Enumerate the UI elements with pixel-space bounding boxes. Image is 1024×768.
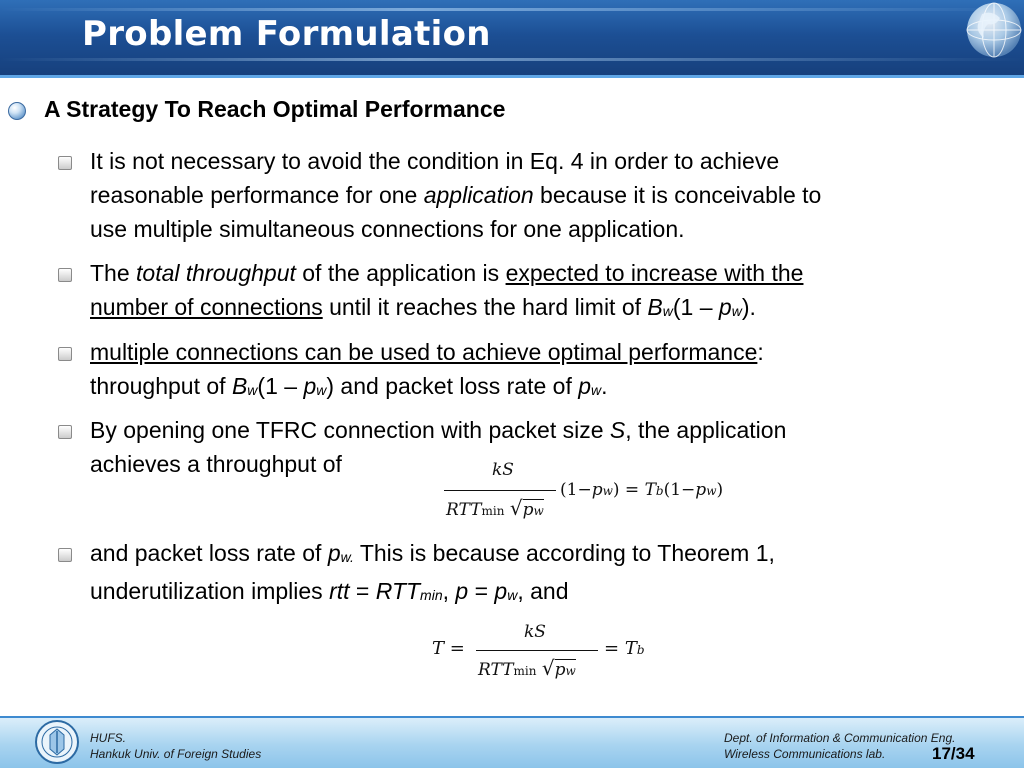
fraction-bar	[476, 650, 598, 651]
t-equals-tb-equation: T = kS RTTmin √pw = Tb	[432, 622, 645, 680]
footer-org-short: HUFS.	[90, 731, 126, 745]
bullet-text-line: The total throughput of the application is expected to increase with the	[90, 260, 804, 286]
footer-dept: Dept. of Information & Communication Eng.	[724, 731, 956, 745]
header-bottom-line	[0, 75, 1024, 78]
square-bullet-icon	[58, 156, 72, 170]
fraction-bar	[444, 490, 556, 491]
footer-bar	[0, 716, 1024, 768]
university-emblem-icon	[34, 719, 80, 765]
bullet-text-line: achieves a throughput of	[90, 451, 342, 477]
bullet-text-line: multiple connections can be used to achieve optimal performance:	[90, 339, 764, 365]
square-bullet-icon	[58, 425, 72, 439]
footer-lab: Wireless Communications lab.	[724, 747, 886, 761]
section-heading: A Strategy To Reach Optimal Performance	[44, 96, 506, 122]
bullet-text-line: and packet loss rate of pw. This is because according to Theorem 1,	[90, 540, 775, 566]
page-number: 17/34	[932, 744, 975, 763]
bullet-text-line: reasonable performance for one application because it is conceivable to	[90, 182, 822, 208]
footer-org-full: Hankuk Univ. of Foreign Studies	[90, 747, 262, 761]
bullet-text-line: underutilization implies rtt = RTTmin, p = pw, and	[90, 578, 569, 604]
square-bullet-icon	[58, 347, 72, 361]
square-bullet-icon	[58, 268, 72, 282]
header-streak	[0, 8, 1024, 11]
title-bar	[0, 0, 1024, 78]
globe-icon	[960, 0, 1024, 64]
square-bullet-icon	[58, 548, 72, 562]
bullet-text-line: number of connections until it reaches the hard limit of Bw(1 – pw).	[90, 294, 756, 320]
footer-top-line	[0, 716, 1024, 718]
bullet-text-line: throughput of Bw(1 – pw) and packet loss rate of pw.	[90, 373, 608, 399]
bullet-text-line: It is not necessary to avoid the condition in Eq. 4 in order to achieve	[90, 148, 780, 174]
round-bullet-icon	[8, 102, 26, 120]
bullet-text-line: use multiple simultaneous connections for one application.	[90, 216, 685, 242]
bullet-text-line: By opening one TFRC connection with packet size S, the application	[90, 417, 787, 443]
header-streak	[0, 58, 1024, 61]
throughput-equation: kS RTTmin √pw (1−pw) = Tb(1−pw)	[446, 460, 724, 520]
slide-title: Problem Formulation	[82, 14, 491, 54]
